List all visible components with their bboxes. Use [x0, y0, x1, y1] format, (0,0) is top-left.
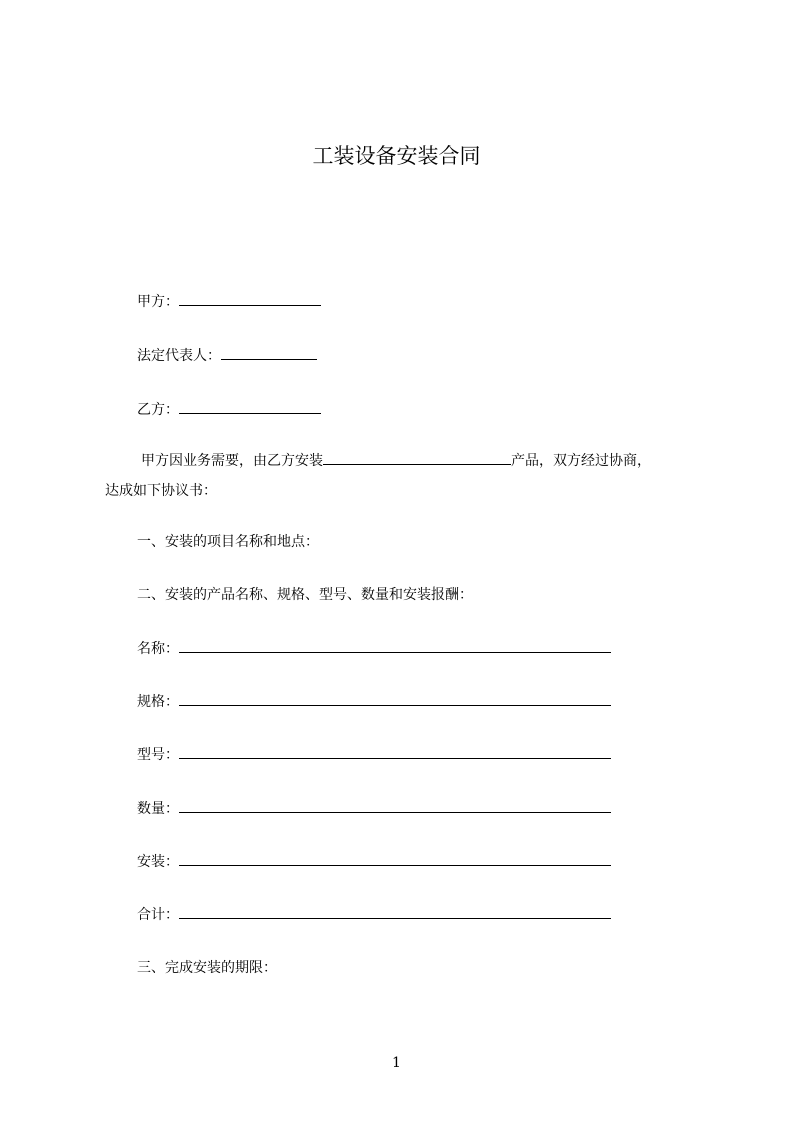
party-b-label: 乙方： [137, 402, 179, 418]
section-2: 二、安装的产品名称、规格、型号、数量和安装报酬： [137, 587, 473, 603]
field-spec-blank [179, 691, 611, 706]
field-install-label: 安装： [137, 854, 179, 870]
field-install-line [137, 851, 611, 872]
field-quantity-line [137, 798, 611, 819]
intro-part2: 产品，双方经过协商， [511, 453, 651, 469]
intro-line-2: 达成如下协议书： [105, 483, 217, 499]
field-total-label: 合计： [137, 907, 179, 923]
field-model-blank [179, 744, 611, 759]
intro-part1: 甲方因业务需要，由乙方安装 [141, 453, 323, 469]
field-spec-label: 规格： [137, 694, 179, 710]
field-name-blank [179, 638, 611, 653]
document-title: 工装设备安装合同 [312, 144, 481, 168]
legal-rep-line [137, 345, 317, 366]
section-1: 一、安装的项目名称和地点： [137, 534, 319, 550]
product-blank [323, 450, 511, 465]
legal-rep-blank [221, 345, 317, 360]
party-a-line [137, 291, 321, 312]
intro-paragraph [105, 446, 705, 506]
field-name-label: 名称： [137, 641, 179, 657]
intro-line-1 [105, 446, 705, 476]
page-number: 1 [392, 1055, 401, 1071]
field-name-line [137, 638, 611, 659]
field-model-line [137, 744, 611, 765]
section-3: 三、完成安装的期限： [137, 960, 277, 976]
field-spec-line [137, 691, 611, 712]
party-a-label: 甲方： [137, 294, 179, 310]
field-quantity-label: 数量： [137, 801, 179, 817]
legal-rep-label: 法定代表人： [137, 348, 221, 364]
field-model-label: 型号： [137, 747, 179, 763]
party-b-line [137, 399, 321, 420]
field-install-blank [179, 851, 611, 866]
field-quantity-blank [179, 798, 611, 813]
field-total-line [137, 904, 611, 925]
field-total-blank [179, 904, 611, 919]
party-b-blank [179, 399, 321, 414]
party-a-blank [179, 291, 321, 306]
